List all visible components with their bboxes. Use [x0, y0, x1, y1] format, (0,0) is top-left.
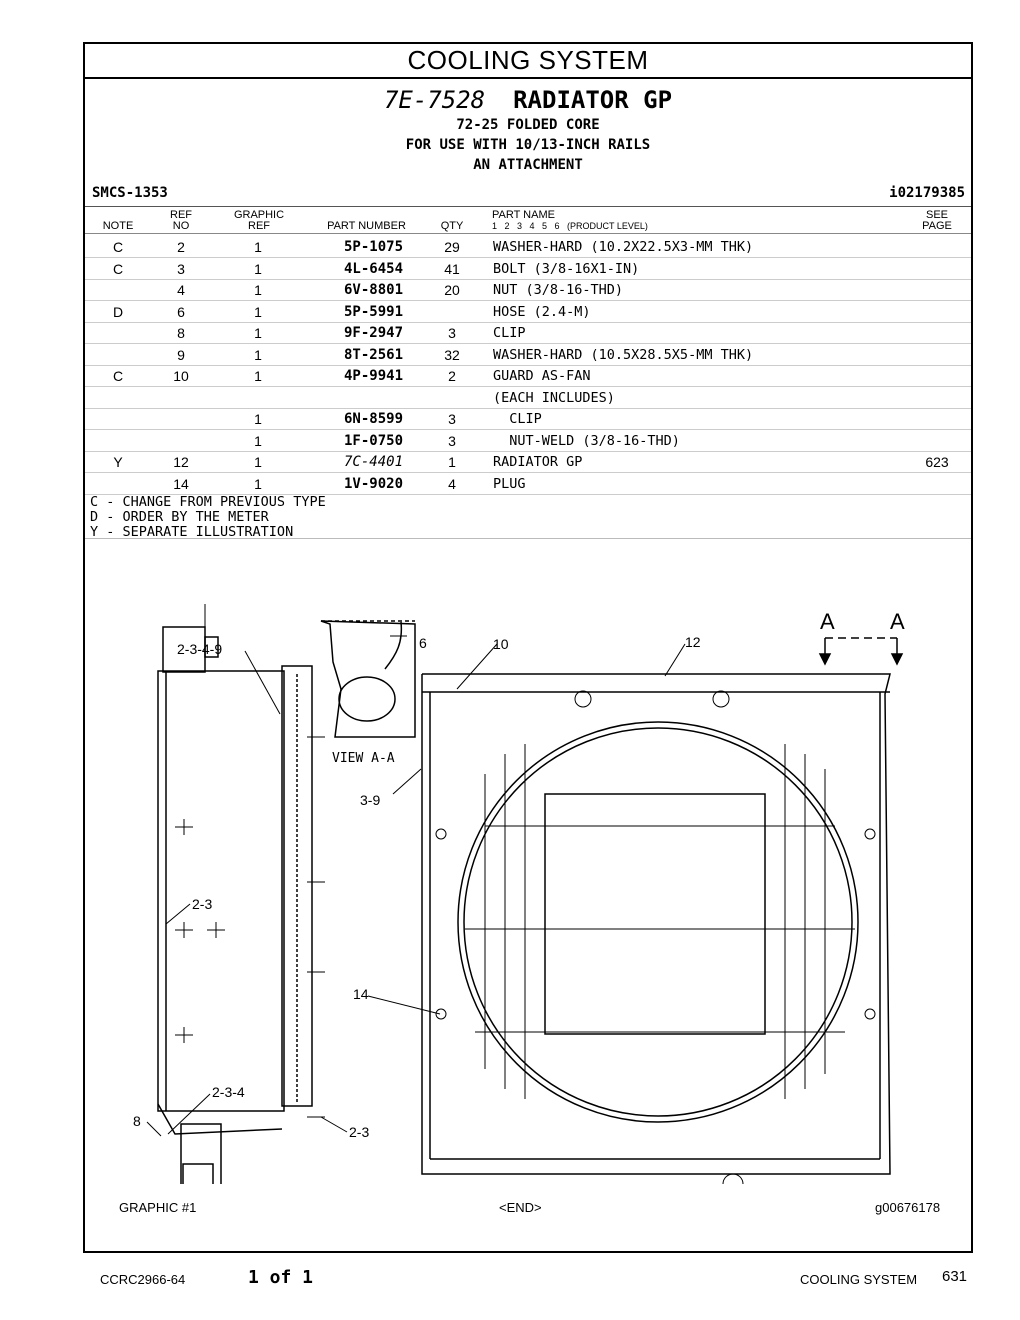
part-name-cell: GUARD AS-FAN: [493, 368, 591, 384]
view-marker-right: A: [890, 609, 905, 634]
part-name-cell: PLUG: [493, 475, 526, 492]
part-name-cell: WASHER-HARD (10.5X28.5X5-MM THK): [493, 346, 754, 363]
part-number-cell: 8T-2561: [344, 346, 404, 363]
qty-cell: 3: [448, 325, 456, 341]
callout-label: 10: [493, 636, 509, 652]
section-title: COOLING SYSTEM: [85, 44, 971, 79]
part-name-cell: CLIP: [493, 325, 526, 341]
table-row: [85, 473, 971, 495]
table-row: [85, 322, 971, 344]
ref-no-cell: 10: [173, 368, 189, 384]
graphic-ref-cell: 1: [254, 346, 262, 363]
graphic-ref-cell: 1: [254, 325, 262, 341]
note-cell: Y: [113, 454, 123, 470]
part-name-cell: NUT-WELD (3/8-16-THD): [493, 432, 680, 449]
ref-no-cell: 12: [173, 454, 189, 470]
part-number-cell: 9F-2947: [344, 325, 404, 341]
table-row: [85, 408, 971, 430]
callout-label: 2-3-4-9: [177, 641, 223, 657]
table-row: [85, 344, 971, 366]
ref-no-cell: 3: [177, 260, 185, 277]
graphic-number: GRAPHIC #1: [119, 1200, 197, 1215]
part-number-cell: 5P-1075: [344, 239, 404, 255]
col-qty: QTY: [440, 220, 464, 232]
callout-label: 2-3: [349, 1124, 370, 1140]
group-number: 7E-7528: [383, 86, 486, 114]
page-count: 1 of 1: [248, 1267, 314, 1288]
header-rule: [85, 206, 971, 207]
subtitle-line: FOR USE WITH 10/13-INCH RAILS: [405, 137, 651, 153]
qty-cell: 32: [444, 346, 460, 363]
table-row: [85, 258, 971, 280]
qty-cell: 29: [444, 239, 460, 255]
col-product-level: 1 2 3 4 5 6 (PRODUCT LEVEL): [492, 221, 648, 231]
table-row: [85, 387, 971, 409]
part-number-cell: 4L-6454: [344, 260, 404, 277]
qty-cell: 2: [448, 368, 456, 384]
qty-cell: 4: [448, 475, 456, 492]
table-row: [85, 236, 971, 258]
qty-cell: 41: [444, 260, 460, 277]
graphic-ref-cell: 1: [254, 239, 262, 255]
view-label: VIEW A-A: [332, 751, 395, 766]
callout-label: 2-3: [192, 896, 213, 912]
col-graphic-ref: GRAPHIC REF: [233, 209, 285, 232]
table-row: [85, 430, 971, 452]
qty-cell: 3: [448, 411, 456, 427]
part-number-cell: 6V-8801: [344, 282, 404, 298]
note-cell: C: [112, 239, 124, 255]
note-cell: D: [112, 303, 124, 320]
notes-block: [90, 495, 326, 540]
graphic-end: <END>: [499, 1200, 542, 1215]
graphic-ref-cell: 1: [254, 454, 262, 470]
callout-label: 8: [133, 1113, 141, 1129]
ref-no-cell: 6: [177, 303, 185, 320]
note-cell: C: [112, 260, 124, 277]
col-see-page: SEE PAGE: [922, 209, 952, 232]
part-name-cell: (EACH INCLUDES): [493, 389, 615, 406]
ref-no-cell: 8: [177, 325, 185, 341]
graphic-ref-cell: 1: [254, 303, 262, 320]
callout-label: 6: [419, 635, 427, 651]
footer-section: COOLING SYSTEM: [800, 1272, 918, 1287]
graphic-ref-cell: 1: [254, 260, 262, 277]
qty-cell: 20: [444, 282, 460, 298]
col-part-number: PART NUMBER: [327, 220, 406, 232]
table-row: [85, 451, 971, 473]
graphic-id: g00676178: [875, 1200, 941, 1215]
callout-label: 3-9: [360, 792, 381, 808]
col-part-name: PART NAME: [492, 209, 555, 221]
subtitle-line: 72-25 FOLDED CORE: [456, 117, 600, 133]
group-name: RADIATOR GP: [513, 86, 673, 114]
note-line: Y - SEPARATE ILLUSTRATION: [90, 524, 294, 540]
note-cell: C: [112, 368, 124, 384]
part-name-cell: BOLT (3/8-16X1-IN): [493, 260, 640, 277]
part-number-cell: 4P-9941: [344, 368, 404, 384]
qty-cell: 3: [448, 432, 456, 449]
note-line: D - ORDER BY THE METER: [90, 509, 269, 525]
part-number-cell: 7C-4401: [344, 454, 404, 470]
part-number-cell: 1V-9020: [344, 475, 404, 492]
part-number-cell: 1F-0750: [344, 432, 404, 449]
ref-no-cell: 4: [177, 282, 185, 298]
col-ref-no: REF NO: [170, 209, 192, 232]
ref-no-cell: 2: [177, 239, 185, 255]
illustration-id: i02179385: [889, 185, 965, 201]
note-line: C - CHANGE FROM PREVIOUS TYPE: [90, 494, 326, 510]
ref-no-cell: 9: [177, 346, 185, 363]
smcs-code: SMCS-1353: [92, 185, 168, 201]
catalog-page-frame: [83, 42, 973, 1253]
see-page-cell: 623: [925, 454, 949, 470]
table-row: [85, 365, 971, 387]
graphic-ref-cell: 1: [254, 368, 262, 384]
part-name-cell: CLIP: [493, 411, 542, 427]
col-note: NOTE: [102, 220, 134, 232]
callout-label: 14: [353, 986, 369, 1002]
page-number: 631: [942, 1268, 968, 1285]
ref-no-cell: 14: [173, 475, 189, 492]
radiator-illustration: [85, 544, 970, 1184]
table-row: [85, 279, 971, 301]
part-number-cell: 6N-8599: [344, 411, 404, 427]
callout-label: 12: [685, 634, 701, 650]
graphic-ref-cell: 1: [254, 432, 262, 449]
view-marker-left: A: [820, 609, 835, 634]
graphic-ref-cell: 1: [254, 475, 262, 492]
graphic-ref-cell: 1: [254, 282, 262, 298]
part-number-cell: 5P-5991: [344, 303, 404, 320]
subtitle-line: AN ATTACHMENT: [473, 157, 583, 173]
doc-number: CCRC2966-64: [100, 1272, 186, 1287]
callout-label: 2-3-4: [212, 1084, 245, 1100]
graphic-ref-cell: 1: [254, 411, 262, 427]
part-name-cell: HOSE (2.4-M): [493, 303, 591, 320]
part-name-cell: NUT (3/8-16-THD): [493, 282, 624, 298]
qty-cell: 1: [448, 454, 456, 470]
table-row: [85, 301, 971, 323]
part-name-cell: RADIATOR GP: [493, 454, 583, 470]
group-heading: [85, 86, 971, 114]
part-name-cell: WASHER-HARD (10.2X22.5X3-MM THK): [493, 239, 754, 255]
